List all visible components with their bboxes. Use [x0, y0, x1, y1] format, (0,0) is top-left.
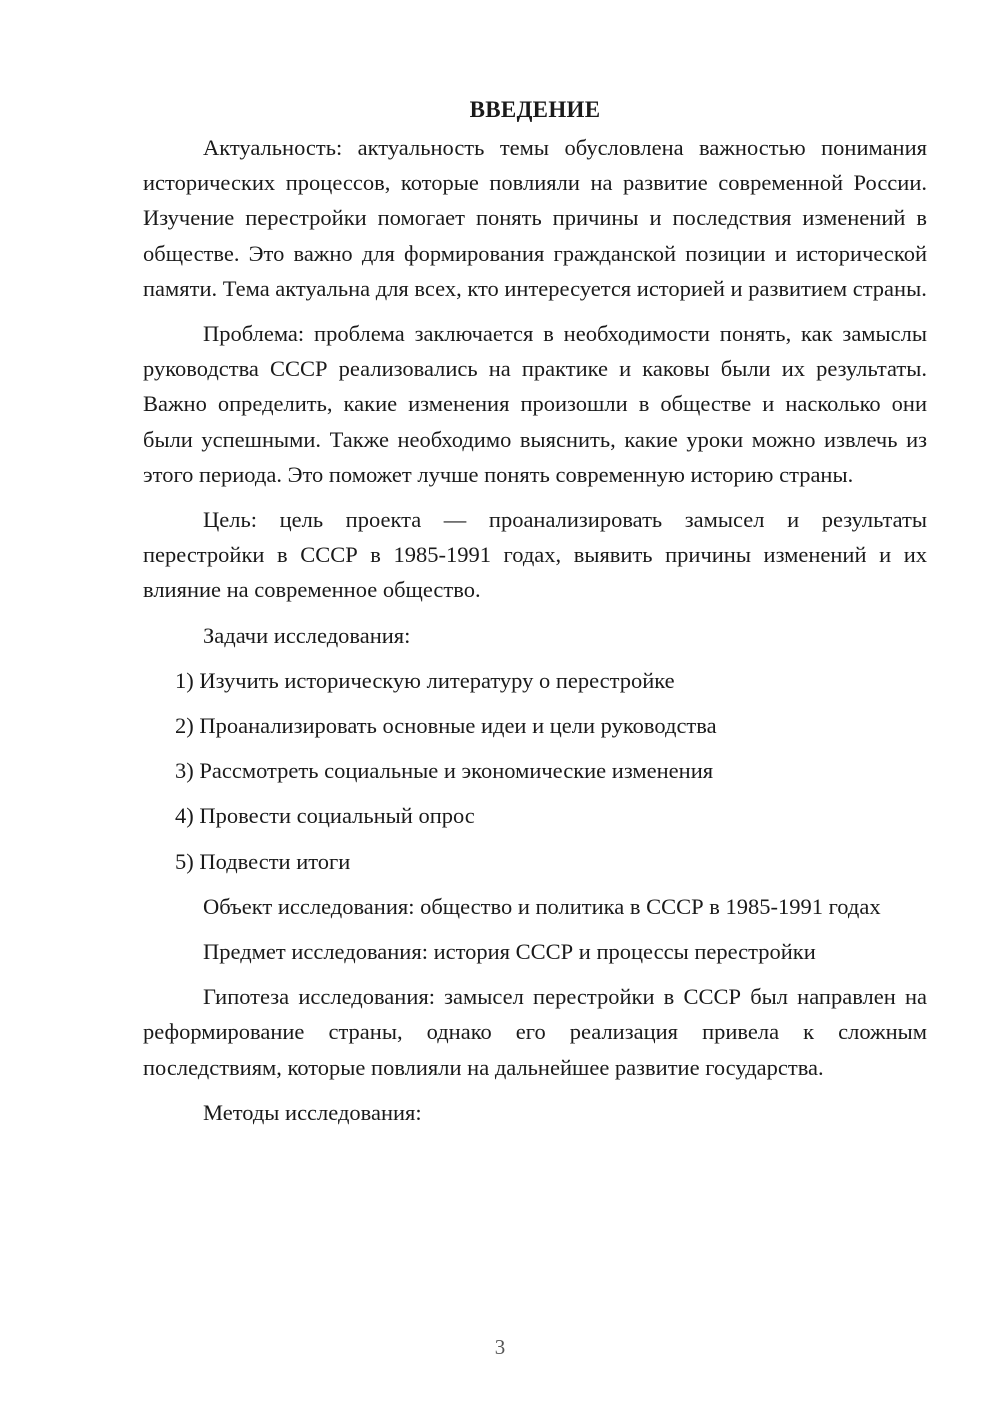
- paragraph-subject: Предмет исследования: история СССР и процессы перестройки: [203, 939, 816, 965]
- paragraph-methods: Методы исследования:: [203, 1099, 422, 1125]
- tasks-list: [143, 663, 927, 879]
- document-page: [143, 92, 927, 1140]
- list-item: 5) Подвести итоги: [175, 848, 351, 874]
- page-number: 3: [494, 1335, 506, 1359]
- list-item: 2) Проанализировать основные идеи и цели руководства: [175, 713, 717, 739]
- paragraph-problem: Проблема: проблема заключается в необходимости понять, как замыслы руководства СССР реализовались на практике и каковы были их результаты. Важно определить, какие изменения произошли в обществе и насколько они были успешными. Также необходимо выяснить, какие уроки можно извлечь из этого периода. Это поможет лучше понять современную историю страны.: [143, 321, 927, 487]
- list-item: 4) Провести социальный опрос: [175, 803, 475, 829]
- paragraph-hypothesis: Гипотеза исследования: замысел перестройки в СССР был направлен на реформирование страны, однако его реализация привела к сложным последствиям, которые повлияли на дальнейшее развитие государства.: [143, 984, 927, 1080]
- paragraph-object: Объект исследования: общество и политика в СССР в 1985-1991 годах: [203, 893, 881, 919]
- list-item: 3) Рассмотреть социальные и экономические изменения: [175, 758, 714, 784]
- paragraph-tasks-heading: Задачи исследования:: [203, 622, 411, 648]
- list-item: 1) Изучить историческую литературу о перестройке: [175, 667, 675, 693]
- paragraph-relevance: Актуальность: актуальность темы обусловлена важностью понимания исторических процессов, которые повлияли на развитие современной России. Изучение перестройки помогает понять причины и последствия изменений в обществе. Это важно для формирования гражданской позиции и исторической памяти. Тема актуальна для всех, кто интересуется историей и развитием страны.: [143, 135, 927, 301]
- paragraph-goal: Цель: цель проекта — проанализировать замысел и результаты перестройки в СССР в 1985-1991 годах, выявить причины изменений и их влияние на современное общество.: [143, 507, 927, 603]
- section-title: ВВЕДЕНИЕ: [469, 97, 601, 122]
